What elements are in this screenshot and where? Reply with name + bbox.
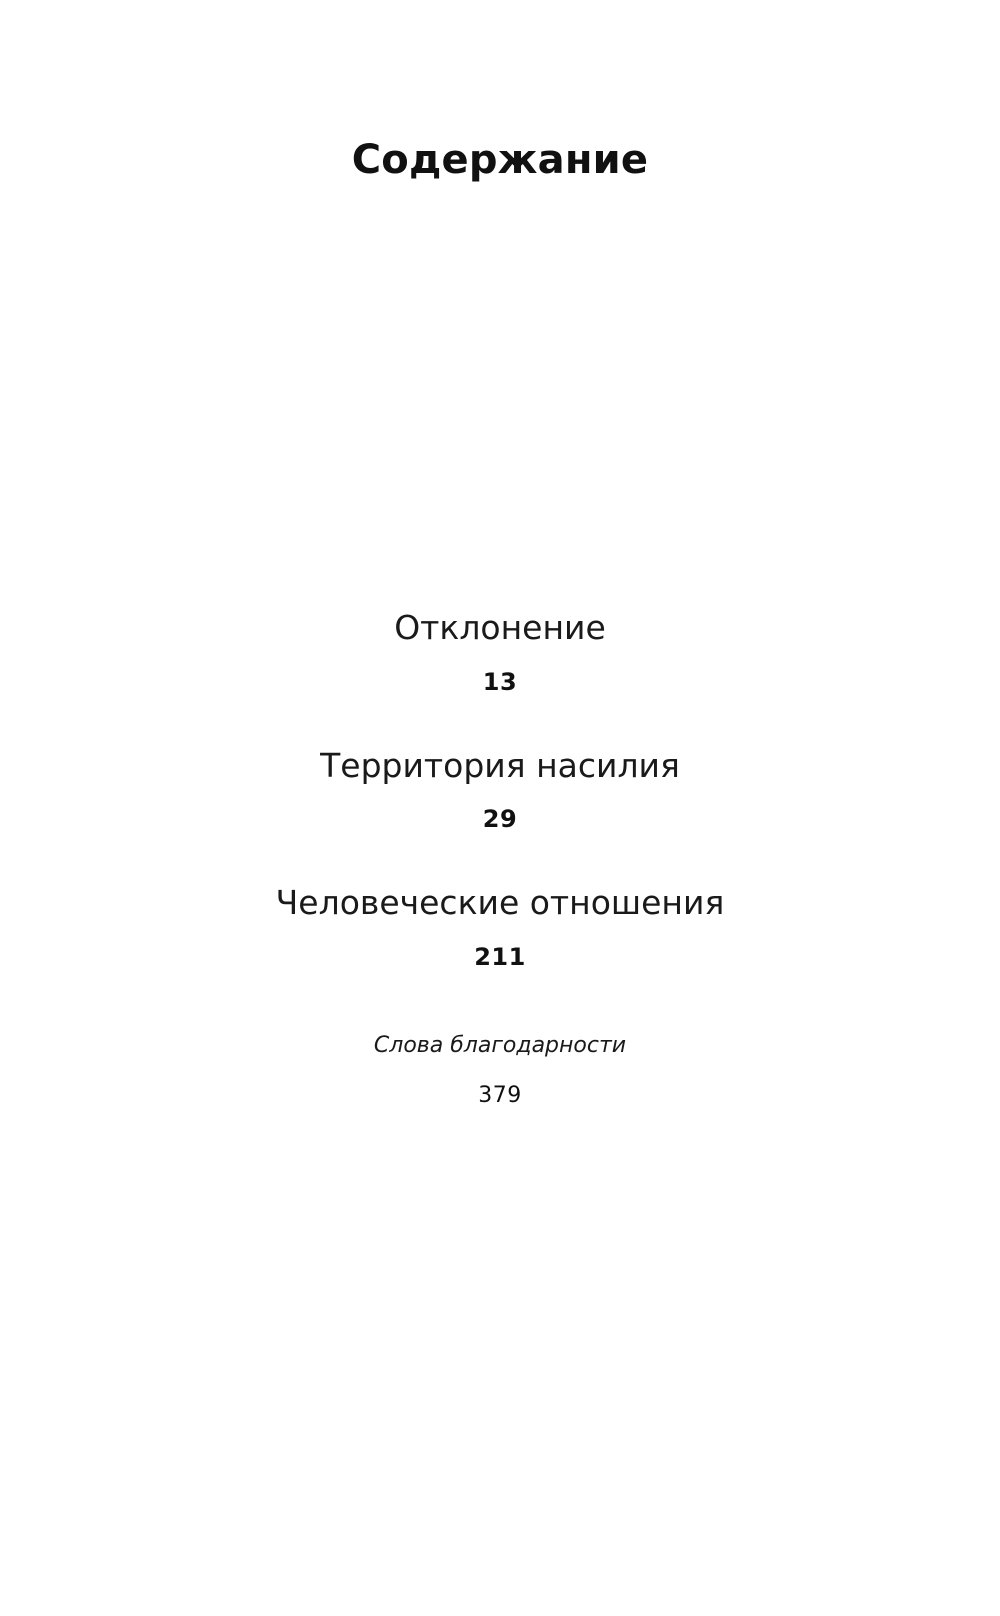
toc-entry[interactable] bbox=[0, 883, 1000, 971]
toc-entry[interactable] bbox=[0, 608, 1000, 696]
toc-entry-label: Слова благодарности bbox=[373, 1032, 627, 1058]
toc-entry-label: Отклонение bbox=[394, 608, 606, 647]
toc-entry-label: Территория насилия bbox=[320, 745, 680, 785]
toc-entry[interactable] bbox=[0, 746, 1000, 834]
toc-entry-page-number: 211 bbox=[474, 942, 526, 971]
toc-entry[interactable] bbox=[0, 1033, 1000, 1108]
table-of-contents bbox=[0, 608, 1000, 1108]
toc-entry-page-number: 13 bbox=[482, 667, 518, 696]
toc-entry-label: Человеческие отношения bbox=[275, 883, 725, 923]
page-title: Содержание bbox=[351, 136, 649, 183]
toc-entry-page-number: 379 bbox=[478, 1083, 522, 1109]
toc-entry-page-number: 29 bbox=[482, 805, 518, 834]
